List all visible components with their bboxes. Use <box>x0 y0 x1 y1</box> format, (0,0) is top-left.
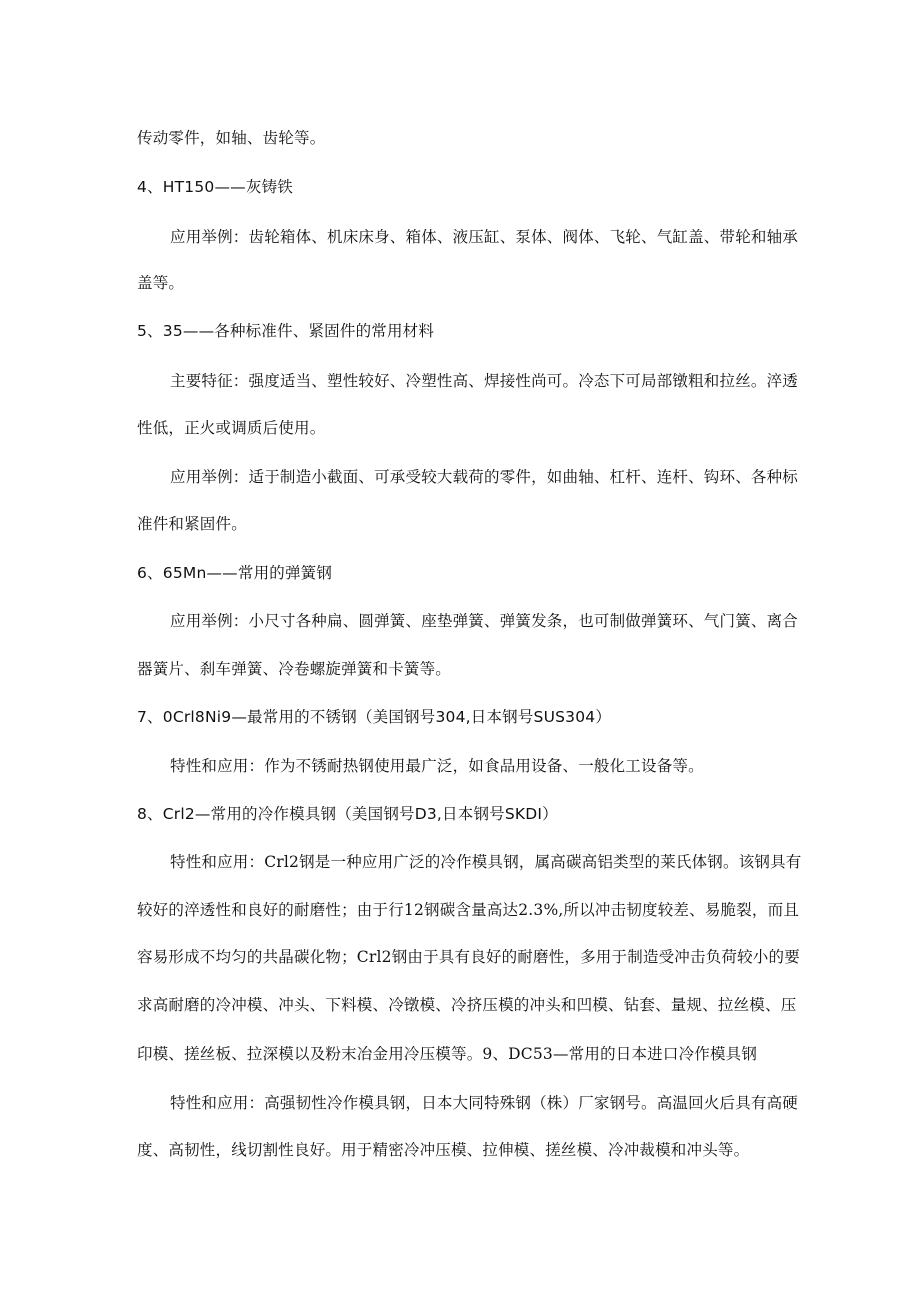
paragraph-line: 容易形成不均匀的共晶碳化物；Crl2钢由于具有良好的耐磨性，多用于制造受冲击负荷较小的要 <box>137 948 800 966</box>
section-heading: 4、HT150——灰铸铁 <box>137 178 293 196</box>
section-heading: 6、65Mn——常用的弹簧钢 <box>137 564 333 582</box>
paragraph-line: 应用举例：适于制造小截面、可承受较大载荷的零件，如曲轴、杠杆、连杆、钩环、各种标 <box>170 468 799 486</box>
paragraph-line: 主要特征：强度适当、塑性较好、冷塑性高、焊接性尚可。冷态下可局部镦粗和拉丝。淬透 <box>170 372 799 390</box>
paragraph-line: 应用举例：齿轮箱体、机床床身、箱体、液压缸、泵体、阀体、飞轮、气缸盖、带轮和轴承 <box>170 228 799 246</box>
paragraph-line: 求高耐磨的冷冲模、冲头、下料模、冷镦模、冷挤压模的冲头和凹模、钻套、量规、拉丝模、压 <box>137 996 797 1014</box>
paragraph-line: 特性和应用：高强韧性冷作模具钢，日本大同特殊钢（株）厂家钢号。高温回火后具有高硬 <box>170 1094 799 1112</box>
paragraph-line: 应用举例：小尺寸各种扁、圆弹簧、座垫弹簧、弹簧发条，也可制做弹簧环、气门簧、离合 <box>170 612 799 630</box>
intro-line: 传动零件，如轴、齿轮等。 <box>137 129 326 147</box>
paragraph-line: 特性和应用：Crl2钢是一种应用广泛的冷作模具钢，属高碳高铝类型的莱氏体钢。该钢具有 <box>170 853 802 871</box>
paragraph-line: 印模、搓丝板、拉深模以及粉末冶金用冷压模等。9、DC53—常用的日本进口冷作模具钢 <box>137 1045 758 1063</box>
paragraph-line: 盖等。 <box>137 274 185 292</box>
section-heading: 8、Crl2—常用的冷作模具钢（美国钢号D3,日本钢号SKDI） <box>137 805 558 823</box>
paragraph-line: 特性和应用：作为不锈耐热钢使用最广泛，如食品用设备、一般化工设备等。 <box>170 757 704 775</box>
section-heading: 7、0Crl8Ni9—最常用的不锈钢（美国钢号304,日本钢号SUS304） <box>137 708 612 726</box>
paragraph-line: 性低，正火或调质后使用。 <box>137 419 326 437</box>
paragraph-line: 器簧片、刹车弹簧、冷卷螺旋弹簧和卡簧等。 <box>137 660 452 678</box>
paragraph-line: 准件和紧固件。 <box>137 515 247 533</box>
paragraph-line: 较好的淬透性和良好的耐磨性；由于行12钢碳含量高达2.3%,所以冲击韧度较差、易脆裂，而且 <box>137 901 800 919</box>
section-heading: 5、35——各种标准件、紧固件的常用材料 <box>137 322 435 340</box>
paragraph-line: 度、高韧性，线切割性良好。用于精密冷冲压模、拉伸模、搓丝模、冷冲裁模和冲头等。 <box>137 1141 750 1159</box>
